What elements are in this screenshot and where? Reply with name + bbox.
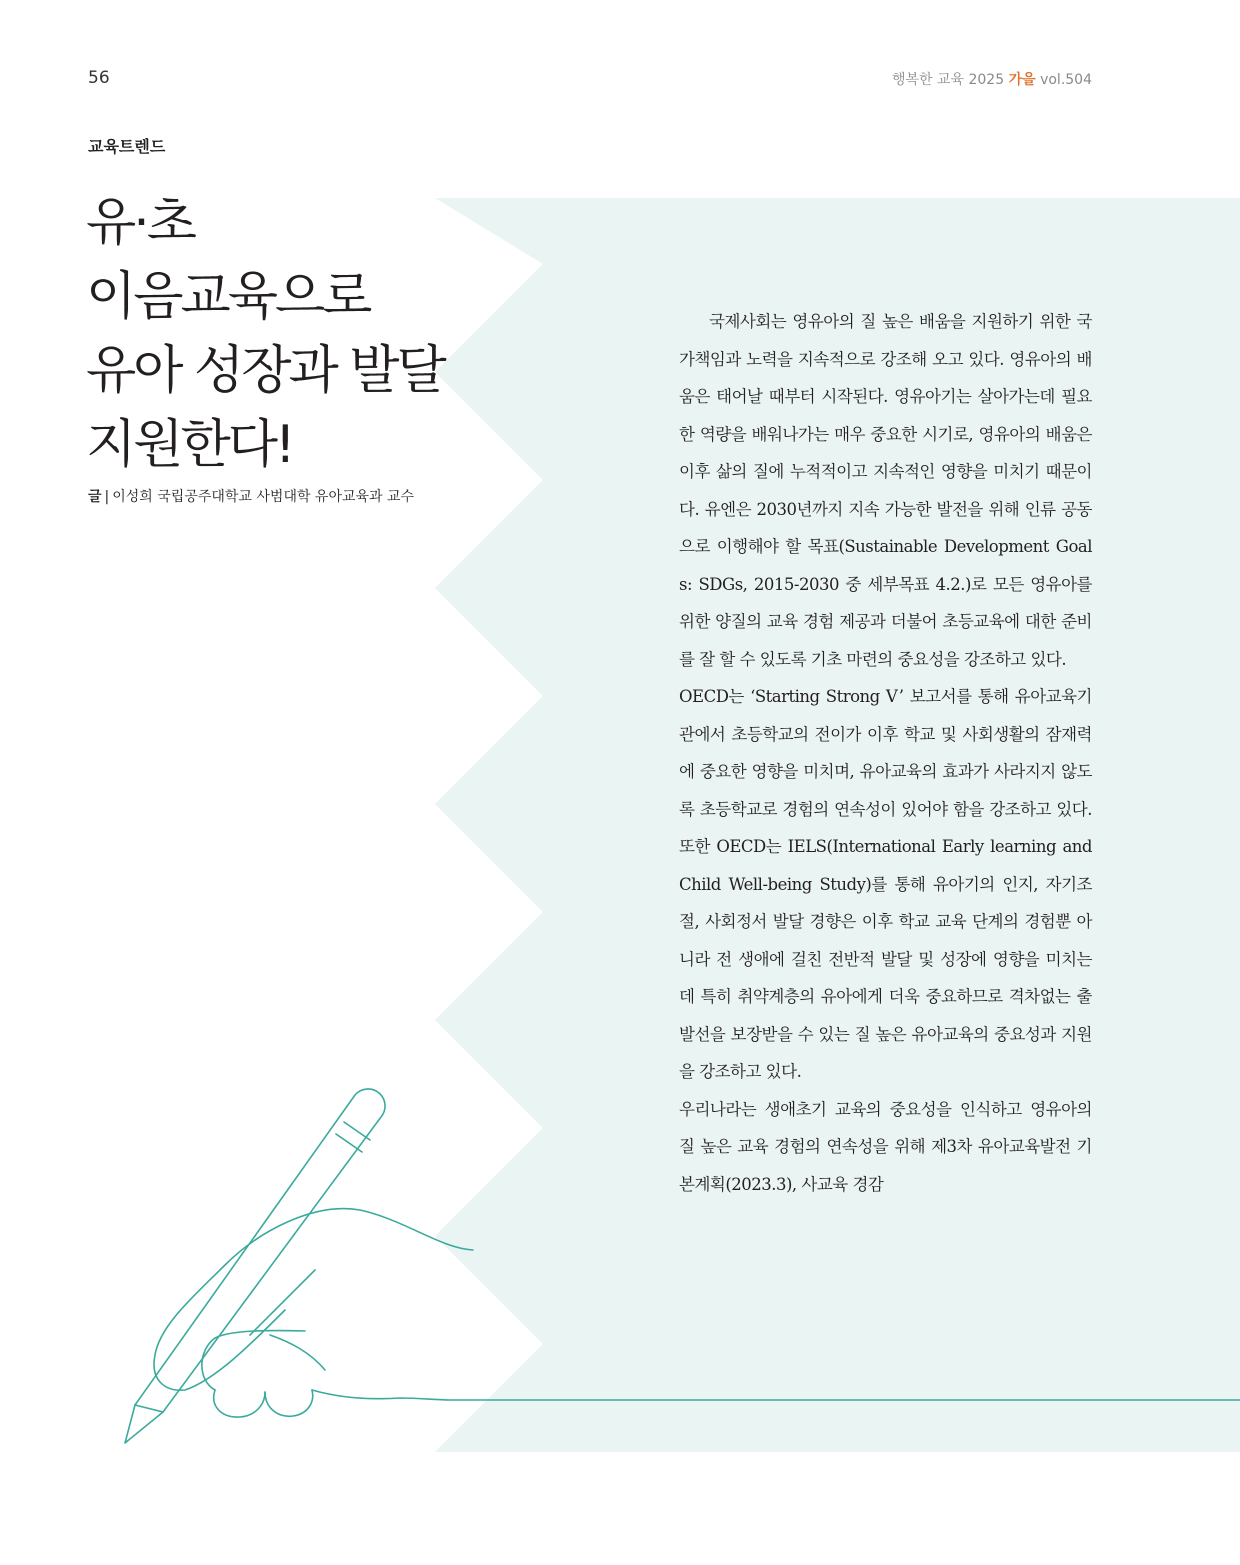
section-label: 교육트렌드: [88, 137, 166, 156]
headline-line-1: 유·초: [86, 193, 194, 253]
article-paragraph: 우리나라는 생애초기 교육의 중요성을 인식하고 영유아의 질 높은 교육 경험의 연속성을 위해 제3차 유아교육발전 기본계획(2023.3), 사교육 경감: [679, 1099, 1092, 1194]
byline-separator: |: [104, 489, 110, 505]
page-number: 56: [88, 68, 110, 88]
article-headline: [86, 186, 486, 482]
byline-author: 이성희 국립공주대학교 사범대학 유아교육과 교수: [112, 489, 415, 505]
headline-line-3: 유아 성장과 발달: [86, 341, 444, 401]
hand-holding-pen-icon: [110, 1080, 1240, 1460]
article-paragraph: 국제사회는 영유아의 질 높은 배움을 지원하기 위한 국가책임과 노력을 지속적으로 강조해 오고 있다. 영유아의 배움은 태어날 때부터 시작된다. 영유아기는 살아가는데 필요한 역량을 배워나가는 매우 중요한 시기로, 영유아의 배움은 이후 삶의 질에 누적적이고 지속적인 영향을 미치기 때문이다. 유엔은 2030년까지 지속 가능한 발전을 위해 인류 공동으로 이행해야 할 목표(Sustainable Development Goals: SDGs, 2015-2030 중 세부목표 4.2.)로 모든 영유아를 위한 양질의 교육 경험 제공과 더불어 초등교육에 대한 준비를 잘 할 수 있도록 기초 마련의 중요성을 강조하고 있다.: [679, 312, 1093, 669]
magazine-title: 행복한 교육 2025: [891, 72, 1005, 88]
byline: [88, 486, 414, 506]
season-label: 가을: [1008, 72, 1036, 88]
byline-label: 글: [88, 489, 102, 505]
volume-label: vol.504: [1040, 72, 1092, 88]
headline-line-2: 이음교육으로: [86, 267, 370, 327]
masthead: [892, 69, 1092, 89]
article-body: [679, 303, 1092, 1203]
article-paragraph: OECD는 ‘Starting Strong Ⅴ’ 보고서를 통해 유아교육기관에서 초등학교의 전이가 이후 학교 및 사회생활의 잠재력에 중요한 영향을 미치며, 유아교육의 효과가 사라지지 않도록 초등학교로 경험의 연속성이 있어야 함을 강조하고 있다. 또한 OECD는 IELS(International Early learning and Child Well-being Study)를 통해 유아기의 인지, 자기조절, 사회정서 발달 경향은 이후 학교 교육 단계의 경험뿐 아니라 전 생애에 걸친 전반적 발달 및 성장에 영향을 미치는데 특히 취약계층의 유아에게 더욱 중요하므로 격차없는 출발선을 보장받을 수 있는 질 높은 유아교육의 중요성과 지원을 강조하고 있다.: [679, 687, 1093, 1081]
headline-line-4: 지원한다!: [86, 415, 293, 475]
